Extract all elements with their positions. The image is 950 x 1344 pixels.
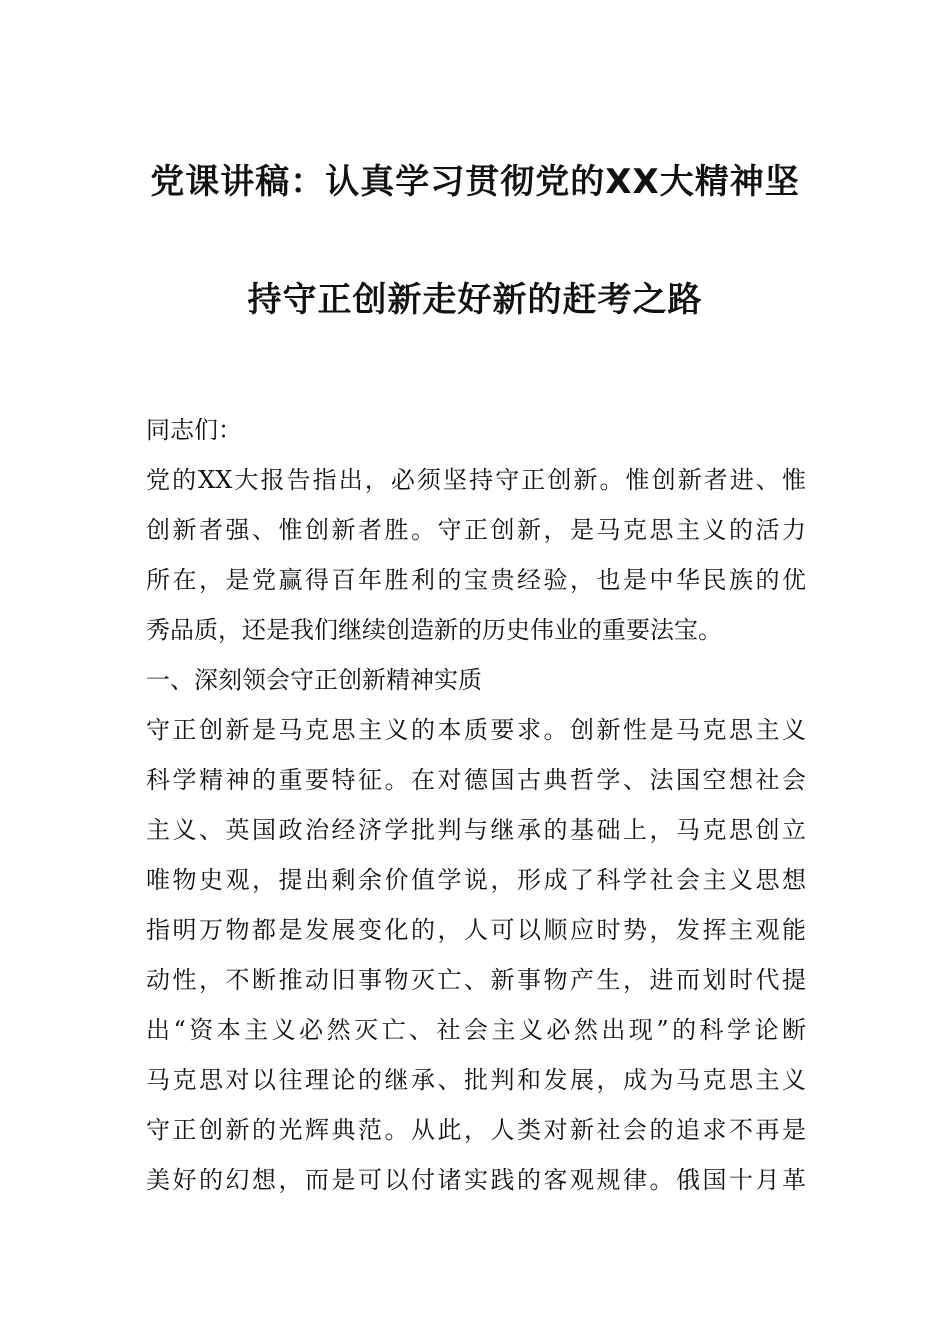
section-heading-1: 一、深刻领会守正创新精神实质: [146, 666, 482, 694]
body-line-10: 指明万物都是发展变化的，人可以顺应时势，发挥主观能: [146, 916, 806, 944]
body-line-15: 美好的幻想，而是可以付诸实践的客观规律。俄国十月革: [146, 1166, 806, 1194]
body-line-14: 守正创新的光辉典范。从此，人类对新社会的追求不再是: [146, 1116, 806, 1144]
body-line-6: 守正创新是马克思主义的本质要求。创新性是马克思主义: [146, 716, 806, 744]
body-line-4: 秀品质，还是我们继续创造新的历史伟业的重要法宝。: [146, 616, 722, 644]
document-title-line-2: 持守正创新走好新的赶考之路: [247, 280, 703, 320]
body-line-12: 出“资本主义必然灭亡、社会主义必然出现”的科学论断: [146, 1016, 806, 1044]
salutation: 同志们：: [146, 416, 242, 444]
body-line-2: 创新者强、惟创新者胜。守正创新，是马克思主义的活力: [146, 516, 806, 544]
body-line-7: 科学精神的重要特征。在对德国古典哲学、法国空想社会: [146, 766, 806, 794]
body-line-8: 主义、英国政治经济学批判与继承的基础上，马克思创立: [146, 816, 806, 844]
body-line-11: 动性，不断推动旧事物灭亡、新事物产生，进而划时代提: [146, 966, 806, 994]
body-line-9: 唯物史观，提出剩余价值学说，形成了科学社会主义思想: [146, 866, 806, 894]
body-line-3: 所在，是党赢得百年胜利的宝贵经验，也是中华民族的优: [146, 566, 806, 594]
body-line-1: 党的XX大报告指出，必须坚持守正创新。惟创新者进、惟: [146, 466, 806, 494]
document-title-line-1: 党课讲稿：认真学习贯彻党的XX大精神坚: [150, 162, 800, 202]
body-line-13: 马克思对以往理论的继承、批判和发展，成为马克思主义: [146, 1066, 806, 1094]
